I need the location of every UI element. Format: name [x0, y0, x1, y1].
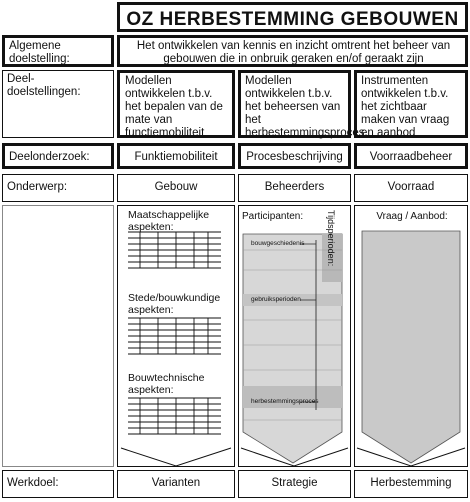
onderwerp-label: Onderwerp:: [7, 181, 68, 193]
onderwerp-col1: Gebouw: [154, 181, 198, 193]
section-maatschappelijk: Maatschappelijke aspekten:: [128, 209, 210, 233]
band-bouwgeschiedenis: bouwgeschiedenis: [251, 240, 305, 247]
band-herbestemmingsproces: herbestemmingsproces: [251, 398, 319, 405]
werkdoel-col1: Varianten: [151, 477, 201, 489]
onderwerp-col2: Beheerders: [264, 181, 325, 193]
onderwerp-col3: Voorraad: [387, 181, 435, 193]
grid-bouwtechnisch: [128, 398, 221, 434]
deelonderzoek-col3: Voorraadbeheer: [369, 151, 453, 163]
deelonderzoek-label: Deelonderzoek:: [9, 151, 90, 163]
vraag-aanbod-heading: Vraag / Aanbod:: [376, 211, 448, 222]
algemene-label: Algemene doelstelling:: [9, 40, 70, 65]
werkdoel-col2: Strategie: [271, 477, 318, 489]
band-gebruiksperioden: gebruiksperioden: [251, 296, 301, 303]
werkdoel-col3-box: [354, 470, 468, 498]
section-bouwtechnisch: Bouwtechnische aspekten:: [128, 372, 205, 396]
werkdoel-col3: Herbestemming: [370, 477, 452, 489]
deeldoel-col2-text: Modellen ontwikkelen t.b.v. het beheersen van het herbestemmingsproces: [245, 75, 365, 139]
werkdoel-col1-box: [117, 470, 235, 498]
grid-maatschappelijk: [128, 232, 221, 268]
werkdoel-label-box: [2, 470, 114, 498]
deeldoel-col1-text: Modellen ontwikkelen t.b.v. het bepalen van de mate van functiemobiliteit: [125, 75, 223, 139]
tijdsperioden-label: Tijdsperioden:: [326, 210, 337, 267]
page-title: OZ HERBESTEMMING GEBOUWEN: [126, 9, 459, 30]
arrow-voorraad: [362, 231, 460, 463]
chevron-gebouw: [121, 448, 231, 466]
participanten-heading: Participanten:: [242, 211, 304, 222]
deeldoel-col3-text: Instrumenten ontwikkelen t.b.v. het zichtbaar maken van vraag en aanbod: [361, 75, 450, 139]
werkdoel-label: Werkdoel:: [7, 477, 59, 489]
deelonderzoek-col1: Funktiemobiliteit: [134, 151, 218, 163]
grid-stedebouwkundig: [128, 318, 221, 354]
werkdoel-col2-box: [238, 470, 351, 498]
algemene-text: Het ontwikkelen van kennis en inzicht omtrent het beheer van gebouwen die in onbruik geraken en/of geraakt zijn: [136, 40, 451, 65]
deeldoel-label: Deel-doelstellingen:: [7, 73, 81, 98]
section-stedebouwkundig: Stede/bouwkundige aspekten:: [128, 292, 221, 316]
deelonderzoek-col2: Procesbeschrijving: [246, 151, 343, 163]
